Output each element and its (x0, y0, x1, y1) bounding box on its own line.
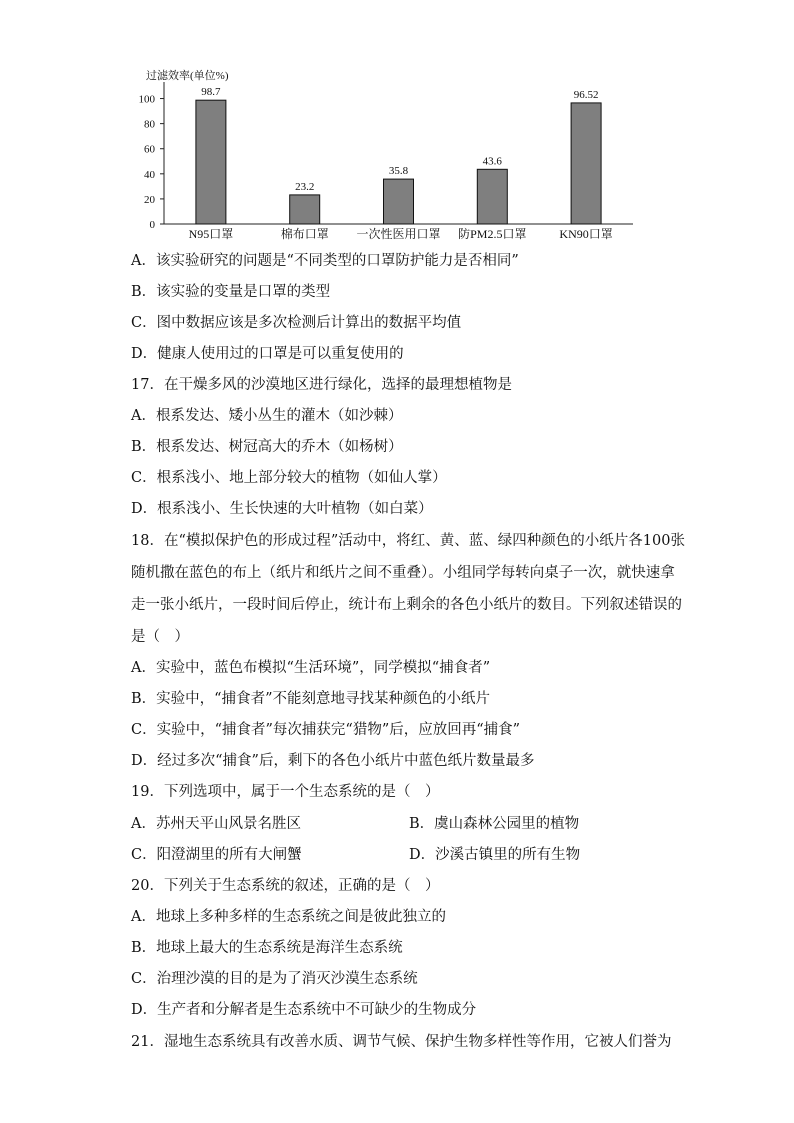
q19-option-a: A．苏州天平山风景名胜区 (131, 816, 301, 832)
bar-value-label: 35.8 (388, 165, 409, 178)
q17-option-b: B．根系发达、树冠高大的乔木（如杨树） (131, 439, 403, 455)
q18-option-d: D．经过多次“捕食”后，剩下的各色小纸片中蓝色纸片数量最多 (131, 753, 535, 769)
y-tick-label: 20 (144, 193, 155, 206)
bar (571, 103, 601, 224)
bar-value-label: 96.52 (573, 88, 599, 101)
x-category-label: 棉布口罩 (280, 227, 329, 241)
bar (196, 100, 226, 224)
y-tick-label: 60 (144, 143, 155, 156)
q17-option-d: D．根系浅小、生长快速的大叶植物（如白菜） (131, 501, 433, 517)
q17-option-a: A．根系发达、矮小丛生的灌木（如沙棘） (131, 408, 403, 424)
q19-stem: 19．下列选项中，属于一个生态系统的是（ ） (131, 784, 440, 800)
q16-option-d: D．健康人使用过的口罩是可以重复使用的 (131, 346, 404, 362)
x-category-label: 一次性医用口罩 (356, 227, 441, 241)
q19-option-b: B．虞山森林公园里的植物 (409, 816, 580, 832)
bar (477, 169, 507, 224)
q21-stem: 21．湿地生态系统具有改善水质、调节气候、保护生物多样性等作用，它被人们誉为 (131, 1034, 672, 1050)
y-tick-label: 80 (144, 118, 155, 131)
q19-options-row-1 (131, 814, 580, 834)
q18-stem-line-2: 随机撒在蓝色的布上（纸片和纸片之间不重叠）。小组同学每转向桌子一次，就快速拿 (131, 565, 675, 581)
q17-option-c: C．根系浅小、地上部分较大的植物（如仙人掌） (131, 470, 447, 486)
q19-option-c: C．阳澄湖里的所有大闸蟹 (131, 847, 302, 863)
q16-option-b: B．该实验的变量是口罩的类型 (131, 284, 331, 300)
bar-chart (110, 58, 650, 248)
q19-options-row-2 (131, 845, 581, 865)
q19-option-d: D．沙溪古镇里的所有生物 (409, 847, 581, 863)
bar-value-label: 98.7 (201, 86, 221, 99)
bar (290, 195, 320, 224)
q18-stem-line-1: 18．在“模拟保护色的形成过程”活动中，将红、黄、蓝、绿四种颜色的小纸片各100张 (131, 533, 685, 549)
q18-option-b: B．实验中，“捕食者”不能刻意地寻找某种颜色的小纸片 (131, 691, 490, 707)
chart-ylabel: 过滤效率(单位%) (146, 70, 229, 82)
q17-stem: 17．在干燥多风的沙漠地区进行绿化，选择的最理想植物是 (131, 377, 512, 393)
q16-option-a: A．该实验研究的问题是“不同类型的口罩防护能力是否相同” (131, 253, 519, 269)
x-category-label: 防PM2.5口罩 (458, 227, 527, 241)
q18-stem-line-3: 走一张小纸片，一段时间后停止，统计布上剩余的各色小纸片的数目。下列叙述错误的 (131, 597, 682, 613)
q16-option-c: C．图中数据应该是多次检测后计算出的数据平均值 (131, 315, 462, 331)
y-tick-label: 100 (138, 93, 155, 106)
x-category-label: KN90口罩 (559, 227, 613, 241)
q18-option-a: A．实验中，蓝色布模拟“生活环境”，同学模拟“捕食者” (131, 660, 491, 676)
q20-option-d: D．生产者和分解者是生态系统中不可缺少的生物成分 (131, 1002, 477, 1018)
y-tick-label: 40 (144, 168, 155, 181)
y-tick-label: 0 (149, 219, 155, 231)
bar (384, 179, 414, 224)
bar-value-label: 23.2 (295, 180, 315, 193)
q18-stem-line-4: 是（ ） (131, 629, 189, 645)
bar-value-label: 43.6 (482, 155, 502, 168)
q20-option-a: A．地球上多种多样的生态系统之间是彼此独立的 (131, 909, 446, 925)
q20-option-b: B．地球上最大的生态系统是海洋生态系统 (131, 940, 403, 956)
x-category-label: N95口罩 (188, 227, 234, 241)
q20-option-c: C．治理沙漠的目的是为了消灭沙漠生态系统 (131, 971, 418, 987)
q18-option-c: C．实验中，“捕食者”每次捕获完“猎物”后，应放回再“捕食” (131, 722, 521, 738)
q20-stem: 20．下列关于生态系统的叙述，正确的是（ ） (131, 878, 440, 894)
